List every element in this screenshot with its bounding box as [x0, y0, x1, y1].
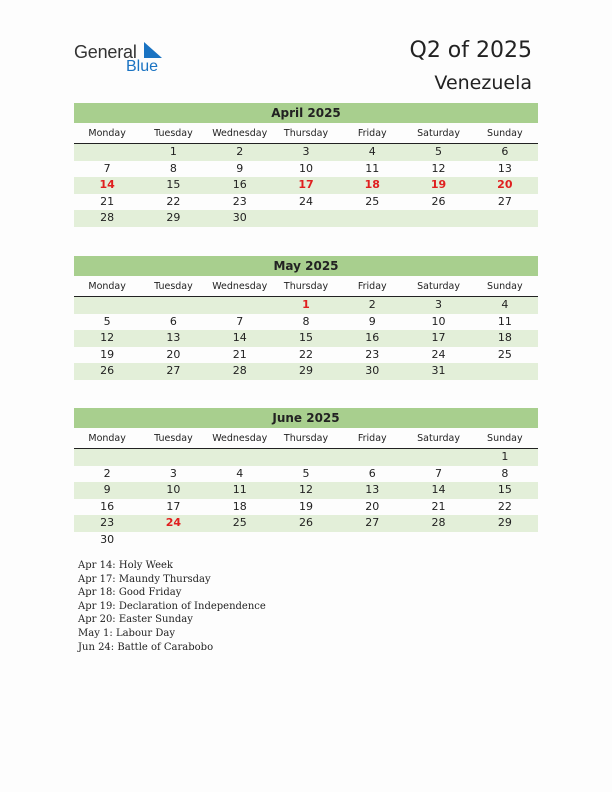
weekday-label: Friday [357, 128, 387, 139]
week-row [74, 515, 538, 532]
day-cell: 2 [368, 298, 376, 311]
day-cell: 6 [169, 314, 177, 328]
day-cell: 4 [368, 145, 376, 158]
weekday-label: Tuesday [154, 433, 193, 444]
day-cell [472, 363, 538, 380]
weekday-label: Thursday [283, 433, 329, 444]
weekday-label: Monday [88, 281, 126, 292]
day-cell: 27 [365, 516, 380, 529]
weekday-label: Thursday [283, 128, 329, 139]
week-row [74, 194, 538, 211]
week-row [74, 532, 538, 549]
day-cell: 6 [368, 466, 376, 480]
day-cell: 16 [232, 178, 247, 191]
day-cell: 1 [501, 450, 509, 463]
day-cell: 19 [100, 347, 115, 361]
day-cell: 18 [364, 178, 380, 191]
month-header: April 2025 [74, 103, 538, 123]
weekday-header-row [74, 127, 538, 144]
day-cell: 14 [99, 178, 115, 191]
day-cell: 3 [169, 466, 177, 480]
weekday-label: Tuesday [154, 281, 193, 292]
day-cell: 28 [431, 516, 446, 529]
day-cell: 23 [232, 194, 247, 208]
day-cell [405, 449, 471, 466]
day-cell: 20 [166, 347, 181, 361]
weekday-label: Friday [357, 281, 387, 292]
week-row [74, 314, 538, 331]
day-cell: 15 [497, 483, 512, 496]
day-cell: 25 [232, 516, 247, 529]
day-cell: 23 [365, 347, 380, 361]
day-cell: 29 [298, 364, 313, 377]
week-row [74, 347, 538, 364]
holiday-note: Apr 20: Easter Sunday [78, 614, 193, 626]
day-cell: 31 [431, 364, 446, 377]
day-cell: 2 [236, 145, 244, 158]
day-cell [339, 449, 405, 466]
weekday-header-row [74, 280, 538, 297]
week-row [74, 161, 538, 178]
week-row [74, 210, 538, 227]
day-cell: 30 [100, 532, 115, 546]
weekday-label: Tuesday [154, 128, 193, 139]
day-cell: 11 [232, 483, 247, 496]
holiday-note: Apr 19: Declaration of Independence [78, 600, 266, 612]
day-cell [273, 449, 339, 466]
day-cell: 14 [232, 331, 247, 344]
day-cell: 21 [431, 499, 446, 513]
day-cell: 28 [232, 364, 247, 377]
day-cell: 13 [166, 331, 181, 344]
day-cell: 24 [431, 347, 446, 361]
month-june [74, 408, 538, 548]
day-cell [273, 532, 339, 549]
day-cell: 14 [431, 483, 446, 496]
day-cell: 5 [435, 145, 443, 158]
page-title: Q2 of 2025 [409, 38, 532, 63]
day-cell [74, 449, 140, 466]
day-cell [273, 210, 339, 227]
weekday-label: Wednesday [212, 281, 268, 292]
day-cell: 26 [431, 194, 446, 208]
day-cell [339, 532, 405, 549]
weekday-label: Saturday [417, 128, 460, 139]
day-cell: 24 [165, 516, 182, 529]
day-cell: 11 [497, 314, 512, 328]
week-row [74, 330, 538, 347]
holiday-note: May 1: Labour Day [78, 627, 175, 639]
month-header: May 2025 [74, 256, 538, 276]
weekday-label: Thursday [283, 281, 329, 292]
day-cell: 22 [298, 347, 313, 361]
day-cell: 29 [166, 211, 181, 224]
week-row [74, 177, 538, 194]
day-cell: 21 [100, 194, 115, 208]
day-cell: 5 [302, 466, 310, 480]
weekday-label: Sunday [487, 281, 523, 292]
country-name: Venezuela [434, 72, 532, 94]
day-cell: 6 [501, 145, 509, 158]
day-cell: 8 [169, 161, 177, 175]
brand-logo [74, 40, 194, 80]
day-cell: 19 [430, 178, 447, 191]
day-cell: 27 [497, 194, 512, 208]
day-cell: 8 [302, 314, 310, 328]
day-cell [207, 532, 273, 549]
weekday-label: Saturday [417, 281, 460, 292]
week-row [74, 466, 538, 483]
week-row [74, 449, 538, 466]
day-cell: 12 [100, 331, 115, 344]
day-cell: 18 [232, 499, 247, 513]
day-cell: 9 [103, 483, 111, 496]
day-cell [140, 532, 206, 549]
brand-word-general: General [74, 42, 137, 62]
day-cell: 5 [103, 314, 111, 328]
day-cell: 30 [232, 211, 247, 224]
day-cell: 8 [501, 466, 509, 480]
day-cell: 9 [368, 314, 376, 328]
month-april [74, 103, 538, 227]
day-cell: 10 [298, 161, 313, 175]
day-cell: 7 [236, 314, 244, 328]
week-row [74, 297, 538, 314]
day-cell: 27 [166, 364, 181, 377]
day-cell: 1 [169, 145, 177, 158]
day-cell: 18 [497, 331, 512, 344]
day-cell: 7 [103, 161, 111, 175]
day-cell: 30 [365, 364, 380, 377]
day-cell [207, 297, 273, 314]
brand-word-blue: Blue [126, 58, 159, 75]
day-cell: 16 [100, 499, 115, 513]
day-cell [472, 532, 538, 549]
holiday-note: Apr 14: Holy Week [78, 560, 173, 571]
weekday-label: Monday [88, 433, 126, 444]
holiday-notes [78, 559, 266, 654]
day-cell [140, 449, 206, 466]
day-cell [74, 297, 140, 314]
month-header: June 2025 [74, 408, 538, 428]
weekday-label: Sunday [487, 433, 523, 444]
weekday-label: Wednesday [212, 433, 268, 444]
month-may [74, 256, 538, 380]
day-cell: 12 [298, 483, 313, 496]
weekday-label: Friday [357, 433, 387, 444]
weekday-label: Saturday [417, 433, 460, 444]
day-cell: 9 [236, 161, 244, 175]
week-row [74, 482, 538, 499]
day-cell: 22 [497, 499, 512, 513]
holiday-note: Jun 24: Battle of Carabobo [78, 641, 214, 653]
day-cell [339, 210, 405, 227]
day-cell: 24 [298, 194, 313, 208]
day-cell: 13 [497, 161, 512, 175]
day-cell: 3 [302, 145, 310, 158]
week-row [74, 363, 538, 380]
day-cell: 28 [100, 211, 115, 224]
day-cell: 4 [236, 466, 244, 480]
day-cell: 12 [431, 161, 446, 175]
weekday-label: Monday [88, 128, 126, 139]
day-cell: 7 [435, 466, 443, 480]
day-cell: 10 [431, 314, 446, 328]
day-cell: 15 [298, 331, 313, 344]
day-cell: 3 [435, 298, 443, 311]
day-cell: 17 [431, 331, 446, 344]
day-cell: 2 [103, 466, 111, 480]
day-cell [140, 297, 206, 314]
day-cell: 19 [298, 499, 313, 513]
day-cell: 1 [302, 298, 310, 311]
day-cell: 16 [365, 331, 380, 344]
day-cell: 17 [298, 178, 314, 191]
day-cell: 22 [166, 194, 181, 208]
day-cell: 26 [100, 364, 115, 377]
day-cell: 26 [298, 516, 313, 529]
day-cell: 10 [166, 483, 181, 496]
day-cell: 20 [497, 178, 513, 191]
week-row [74, 499, 538, 516]
day-cell: 15 [166, 178, 181, 191]
holiday-note: Apr 17: Maundy Thursday [78, 573, 211, 585]
day-cell: 23 [100, 516, 115, 529]
day-cell [405, 532, 471, 549]
day-cell [472, 210, 538, 227]
day-cell: 13 [365, 483, 380, 496]
day-cell: 21 [232, 347, 247, 361]
weekday-label: Wednesday [212, 128, 268, 139]
day-cell: 17 [166, 499, 181, 513]
holiday-note: Apr 18: Good Friday [78, 587, 182, 599]
day-cell: 11 [365, 161, 380, 175]
day-cell [74, 144, 140, 161]
day-cell: 29 [497, 516, 512, 529]
day-cell: 20 [365, 499, 380, 513]
day-cell: 25 [497, 347, 512, 361]
day-cell [405, 210, 471, 227]
day-cell [207, 449, 273, 466]
weekday-header-row [74, 432, 538, 449]
day-cell: 25 [365, 194, 380, 208]
week-row [74, 144, 538, 161]
day-cell: 4 [501, 298, 509, 311]
weekday-label: Sunday [487, 128, 523, 139]
